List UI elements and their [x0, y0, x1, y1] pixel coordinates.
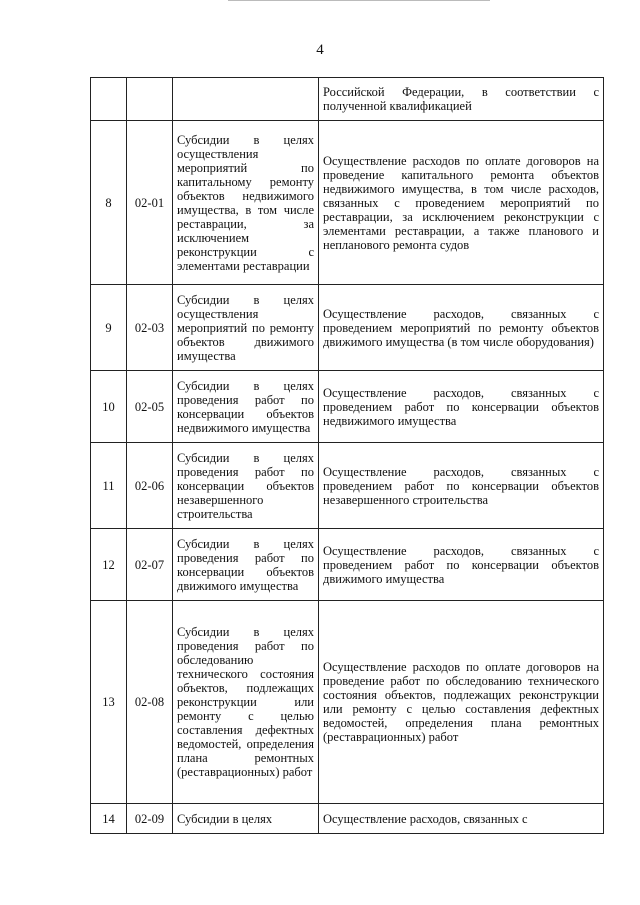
cell-num: 8 — [91, 121, 127, 285]
cell-code: 02-03 — [127, 285, 173, 371]
cell-subsidy: Субсидии в целях проведения работ по консервации объектов движимого имущества — [173, 529, 319, 601]
cell-num: 10 — [91, 371, 127, 443]
table-row — [91, 529, 604, 601]
table-row — [91, 601, 604, 804]
cell-code: 02-06 — [127, 443, 173, 529]
cell-subsidy: Субсидии в целях проведения работ по обследованию технического состояния объектов, подлежащих реконструкции или ремонту с целью составления дефектных ведомостей, определения плана ремонтных (реставрационных) работ — [173, 601, 319, 804]
subsidy-table — [90, 77, 604, 834]
page-number: 4 — [316, 42, 324, 58]
cell-description: Российской Федерации, в соответствии с полученной квалификацией — [319, 78, 604, 121]
top-edge-line — [228, 0, 490, 1]
cell-description: Осуществление расходов, связанных с проведением работ по консервации объектов движимого имущества — [319, 529, 604, 601]
cell-description: Осуществление расходов, связанных с — [319, 804, 604, 834]
table-row — [91, 285, 604, 371]
cell-description: Осуществление расходов по оплате договоров на проведение капитального ремонта объектов недвижимого имущества, в том числе расходов, связанных с проведением мероприятий по реставрации, за исключением реконструкции с элементами реставрации, а также планового и непланового ремонта судов — [319, 121, 604, 285]
cell-num: 9 — [91, 285, 127, 371]
cell-num: 14 — [91, 804, 127, 834]
cell-code: 02-08 — [127, 601, 173, 804]
cell-subsidy: Субсидии в целях осуществления мероприятий по капитальному ремонту объектов недвижимого имущества, в том числе реставрации, за исключением реконструкции с элементами реставрации — [173, 121, 319, 285]
cell-code: 02-01 — [127, 121, 173, 285]
cell-code — [127, 78, 173, 121]
cell-subsidy: Субсидии в целях осуществления мероприятий по ремонту объектов движимого имущества — [173, 285, 319, 371]
cell-description: Осуществление расходов, связанных с проведением работ по консервации объектов незавершенного строительства — [319, 443, 604, 529]
cell-subsidy — [173, 78, 319, 121]
cell-description: Осуществление расходов по оплате договоров на проведение работ по обследованию технического состояния объектов, подлежащих реконструкции или ремонту с целью составления дефектных ведомостей, определения плана ремонтных (реставрационных) работ — [319, 601, 604, 804]
cell-description: Осуществление расходов, связанных с проведением работ по консервации объектов недвижимого имущества — [319, 371, 604, 443]
cell-code: 02-09 — [127, 804, 173, 834]
cell-subsidy: Субсидии в целях — [173, 804, 319, 834]
table-row — [91, 121, 604, 285]
table-row-continuation — [91, 78, 604, 121]
cell-code: 02-05 — [127, 371, 173, 443]
cell-subsidy: Субсидии в целях проведения работ по консервации объектов незавершенного строительства — [173, 443, 319, 529]
cell-description: Осуществление расходов, связанных с проведением мероприятий по ремонту объектов движимого имущества (в том числе оборудования) — [319, 285, 604, 371]
cell-subsidy: Субсидии в целях проведения работ по консервации объектов недвижимого имущества — [173, 371, 319, 443]
cell-num: 13 — [91, 601, 127, 804]
table-row — [91, 804, 604, 834]
table-row — [91, 443, 604, 529]
table-row — [91, 371, 604, 443]
cell-num: 12 — [91, 529, 127, 601]
cell-code: 02-07 — [127, 529, 173, 601]
cell-num — [91, 78, 127, 121]
cell-num: 11 — [91, 443, 127, 529]
